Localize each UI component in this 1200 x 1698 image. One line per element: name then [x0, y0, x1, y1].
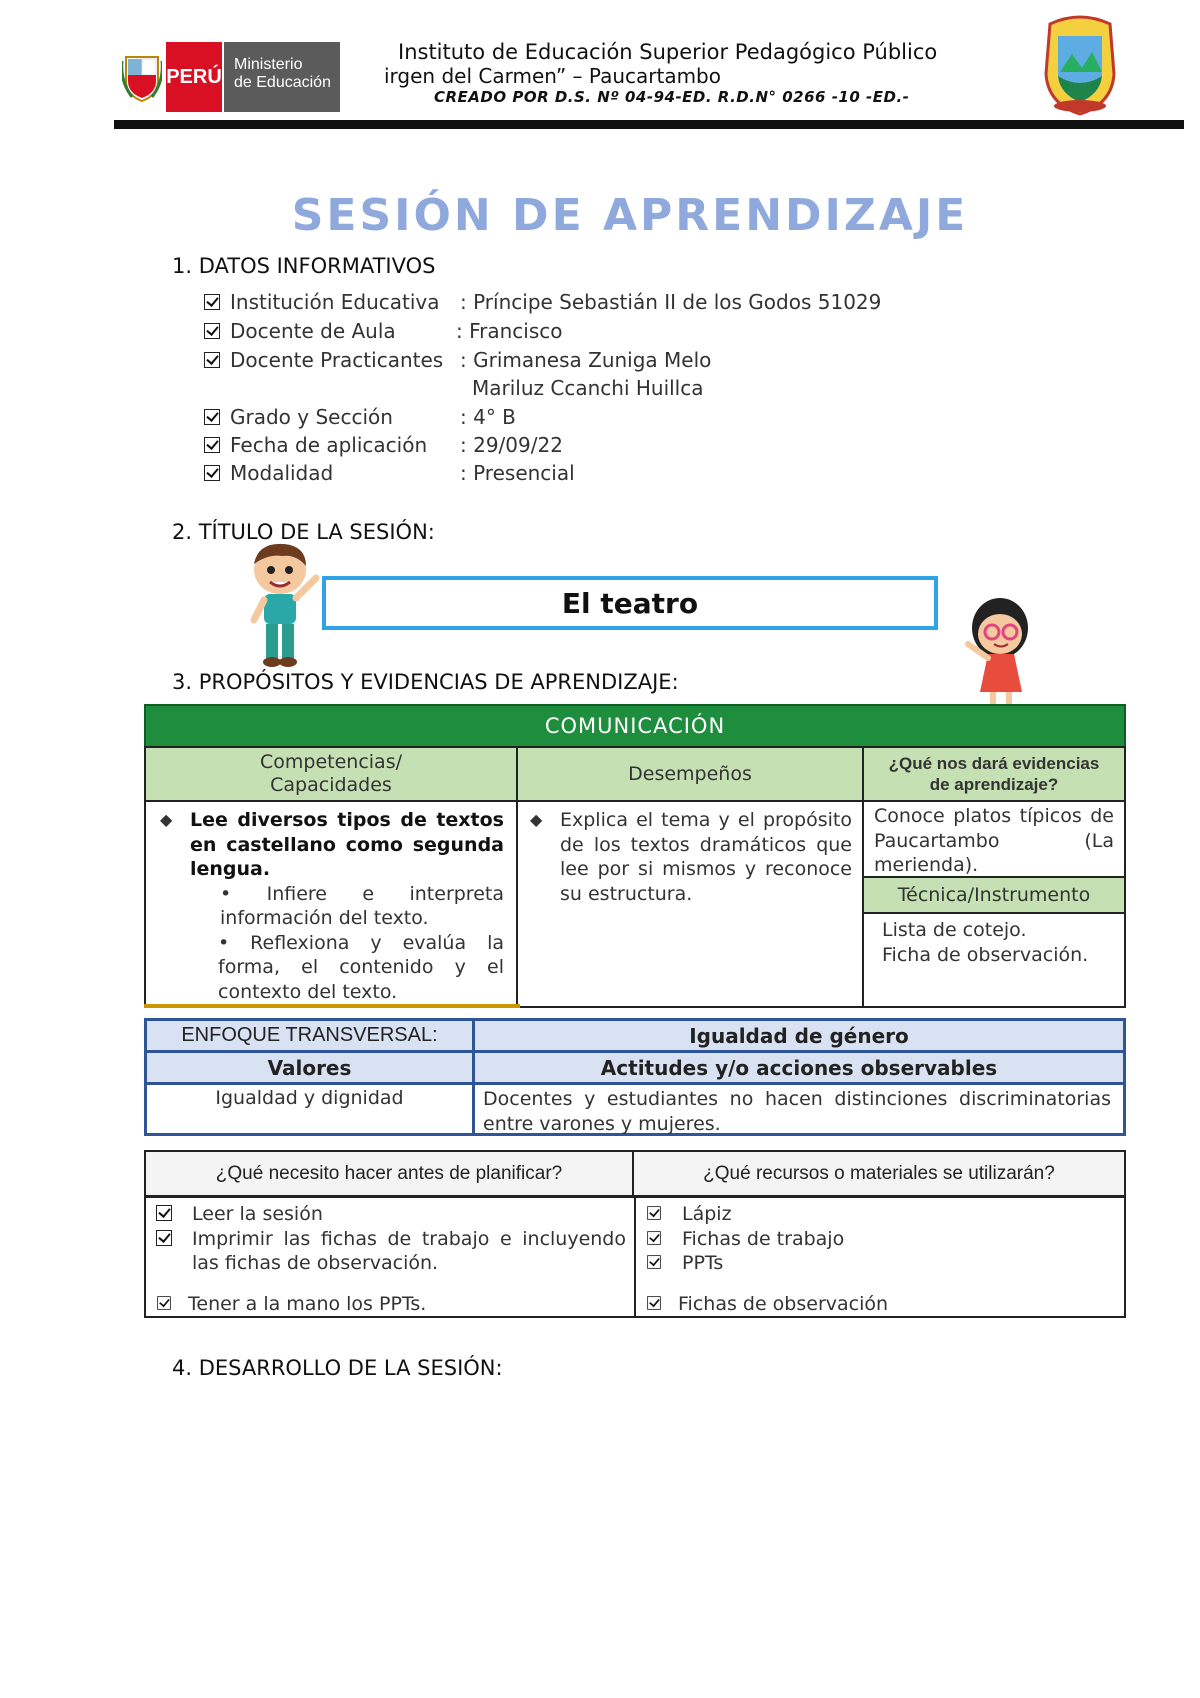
info-row-practitioners: Docente Practicantes : Grimanesa Zuniga Melo: [204, 348, 220, 372]
minedu-logo: [118, 42, 340, 112]
enfoque-label: ENFOQUE TRANSVERSAL:: [147, 1021, 475, 1053]
ministry-label: Ministerio de Educación: [222, 42, 340, 112]
checkbox-icon: [156, 1205, 172, 1221]
list-item: Imprimir las fichas de trabajo e incluyendo las fichas de observación.: [156, 1227, 626, 1276]
technique-header: Técnica/Instrumento: [864, 878, 1124, 914]
value-cell: Igualdad y dignidad: [147, 1085, 475, 1133]
peru-label: PERÚ: [166, 42, 222, 112]
diamond-bullet-icon: ◆: [530, 810, 543, 829]
peru-shield-icon: [118, 42, 166, 112]
checkbox-icon: [204, 294, 220, 310]
values-header: Valores: [147, 1053, 475, 1085]
checkbox-icon: [204, 409, 220, 425]
competence-underline: [144, 1004, 520, 1008]
actions-header: Actitudes y/o acciones observables: [475, 1053, 1123, 1085]
checkbox-icon: [156, 1230, 172, 1246]
list-item: PPTs: [646, 1251, 1116, 1276]
header-divider: [114, 120, 1184, 129]
info-row-institution: Institución Educativa : Príncipe Sebastián II de los Godos 51029: [204, 290, 220, 314]
section2-heading: 2. TÍTULO DE LA SESIÓN:: [172, 520, 435, 544]
checkbox-icon: [647, 1255, 661, 1269]
competence-cell: [146, 802, 518, 1006]
creation-decree: CREADO POR D.S. Nº 04-94-ED. R.D.N° 0266 -10 -ED.-: [434, 88, 910, 106]
institute-name: Instituto de Educación Superior Pedagógico Público: [398, 40, 938, 64]
diamond-bullet-icon: ◆: [160, 810, 173, 829]
info-row-teacher: Docente de Aula : Francisco: [204, 319, 220, 343]
checkbox-icon: [204, 323, 220, 339]
enfoque-name: Igualdad de género: [475, 1021, 1123, 1053]
checkbox-icon: [204, 437, 220, 453]
planning-before-header: ¿Qué necesito hacer antes de planificar?: [146, 1152, 634, 1198]
info-row-modality: Modalidad : Presencial: [204, 461, 220, 485]
page-title: SESIÓN DE APRENDIZAJE: [291, 190, 969, 241]
checkbox-icon: [647, 1231, 661, 1245]
planning-before-list: [156, 1202, 626, 1316]
info-row-date: Fecha de aplicación : 29/09/22: [204, 433, 220, 457]
planning-resources-list: [646, 1202, 1116, 1316]
section4-heading: 4. DESARROLLO DE LA SESIÓN:: [172, 1356, 503, 1380]
performance-text: Explica el tema y el propósito de los textos dramáticos que lee por si mismos y reconoce su estructura.: [560, 809, 852, 905]
performances-header: Desempeños: [518, 748, 864, 802]
list-item: Lápiz: [646, 1202, 1116, 1227]
checkbox-icon: [204, 465, 220, 481]
info-row-practitioner-2: Mariluz Ccanchi Huillca: [472, 376, 704, 400]
institute-emblem-icon: [1040, 14, 1120, 116]
list-item: Leer la sesión: [156, 1202, 626, 1227]
section1-heading: 1. DATOS INFORMATIVOS: [172, 254, 436, 278]
checkbox-icon: [204, 352, 220, 368]
planning-resources-header: ¿Qué recursos o materiales se utilizarán?: [634, 1152, 1124, 1198]
section3-heading: 3. PROPÓSITOS Y EVIDENCIAS DE APRENDIZAJE:: [172, 670, 679, 694]
institute-subtitle: irgen del Carmen” – Paucartambo: [384, 64, 721, 88]
action-cell: Docentes y estudiantes no hacen distinciones discriminatorias entre varones y mujeres.: [483, 1088, 1111, 1135]
technique-cell: Lista de cotejo. Ficha de observación.: [882, 919, 1089, 966]
capacity-1: • Infiere e interpreta información del texto.: [220, 882, 504, 929]
list-item: Tener a la mano los PPTs.: [156, 1292, 626, 1317]
checkbox-icon: [157, 1296, 171, 1310]
evidence-cell: Conoce platos típicos de Paucartambo (La merienda).: [864, 802, 1124, 878]
area-header: COMUNICACIÓN: [144, 704, 1126, 748]
info-row-grade: Grado y Sección : 4° B: [204, 405, 220, 429]
competence-text: Lee diversos tipos de textos en castellano como segunda lengua.: [190, 809, 504, 880]
competences-header: Competencias/ Capacidades: [146, 748, 518, 802]
planning-divider: [634, 1198, 636, 1316]
performance-cell: [518, 802, 864, 1006]
checkbox-icon: [647, 1206, 661, 1220]
list-item: Fichas de trabajo: [646, 1227, 1116, 1252]
capacity-2: • Reflexiona y evalúa la forma, el contenido y el contexto del texto.: [218, 931, 504, 1003]
list-item: Fichas de observación: [646, 1292, 1116, 1317]
boy-illustration-icon: [244, 540, 328, 670]
evidence-header: ¿Qué nos dará evidencias de aprendizaje?: [864, 748, 1124, 802]
checkbox-icon: [647, 1296, 661, 1310]
session-title-box: El teatro: [322, 576, 938, 630]
